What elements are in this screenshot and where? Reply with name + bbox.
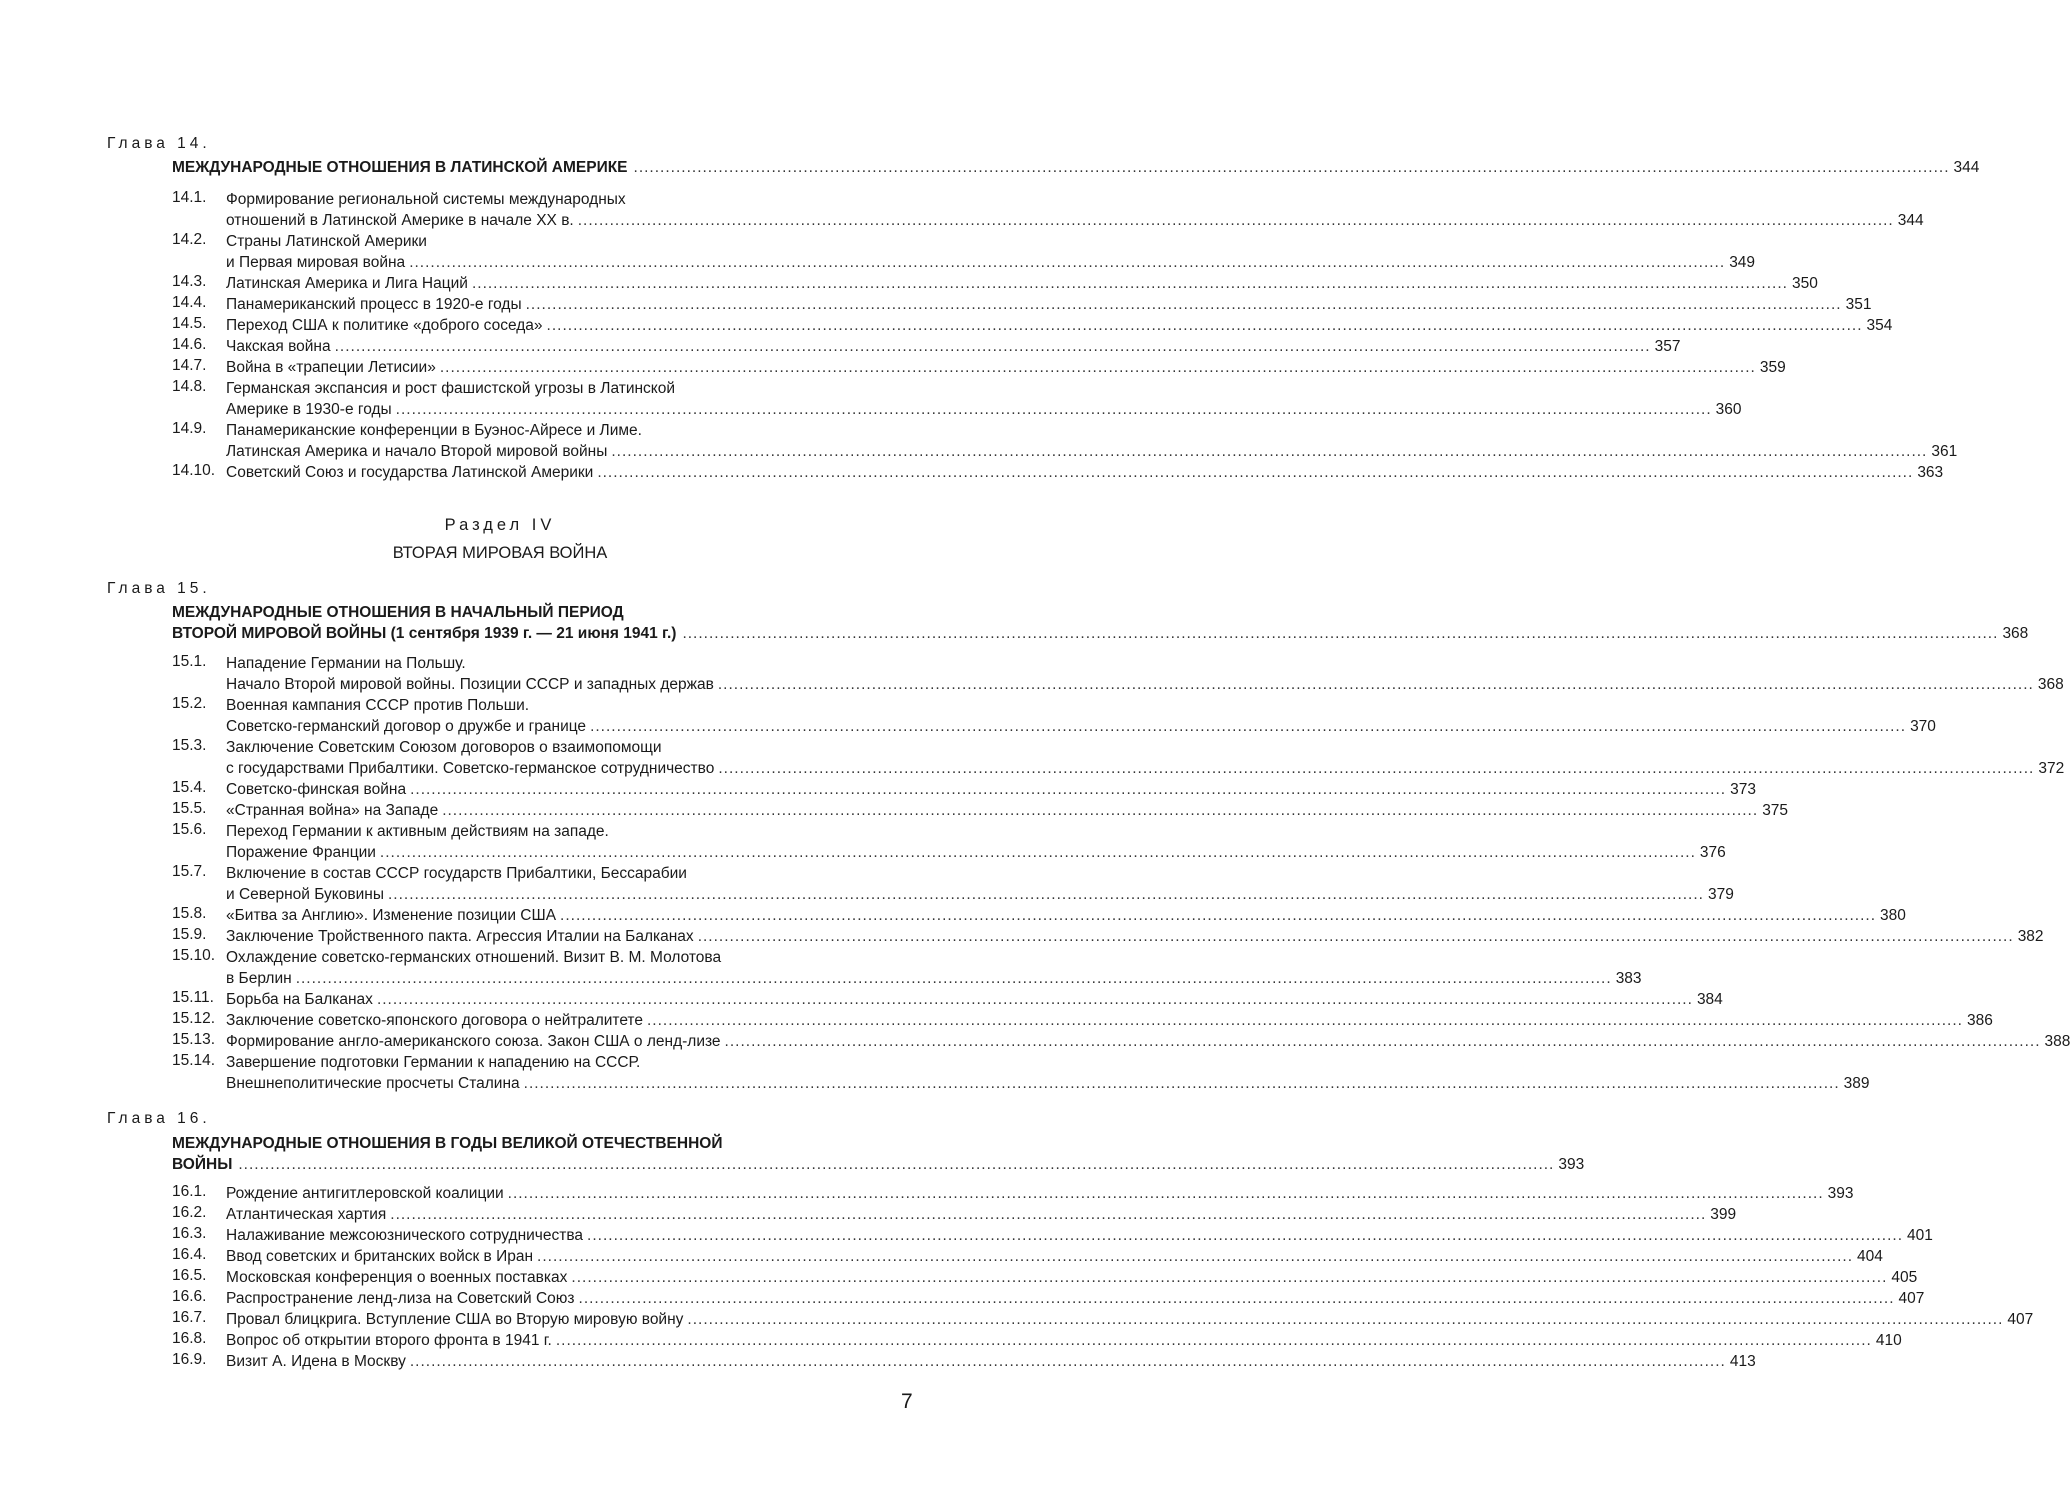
chapter-16-title <box>172 1135 1585 1177</box>
toc-entry <box>172 905 1906 926</box>
toc-entry-number: 14.3. <box>172 273 207 290</box>
toc-entry <box>172 1204 1737 1225</box>
toc-entry-title: Советско-финская война <box>226 781 407 798</box>
toc-entry-number: 16.6. <box>172 1288 207 1305</box>
toc-entry-title: и Первая мировая война <box>226 254 406 271</box>
toc-entry <box>172 821 1726 863</box>
toc-entry-title: Рождение антигитлеровской коалиции <box>226 1185 504 1202</box>
toc-entry-page: 405 <box>1891 1269 1918 1286</box>
chapter-16-title-line-2: ВОЙНЫ <box>172 1156 233 1173</box>
toc-entry-page: 354 <box>1866 317 1893 334</box>
toc-entry <box>172 1031 2070 1052</box>
toc-entry <box>172 357 1786 378</box>
toc-entry <box>172 420 1958 462</box>
toc-entry-page: 399 <box>1710 1206 1737 1223</box>
toc-entry-title: в Берлин <box>226 970 292 987</box>
toc-entry-number: 14.9. <box>172 420 207 437</box>
toc-entry-title: «Странная война» на Западе <box>226 802 439 819</box>
toc-entry-title: Чакская война <box>226 338 331 355</box>
toc-entry-page: 384 <box>1696 991 1723 1008</box>
toc-entry-title: Распространение ленд-лиза на Советский Союз <box>226 1290 575 1307</box>
toc-entry-page: 404 <box>1857 1248 1883 1265</box>
toc-entry-page: 363 <box>1917 464 1944 481</box>
toc-entry-page: 379 <box>1707 886 1734 903</box>
toc-entry <box>172 1267 1918 1288</box>
toc-entry <box>172 315 1893 336</box>
chapter-14-label: Глава 14. <box>107 135 211 152</box>
chapter-14-page: 344 <box>1953 159 1980 176</box>
toc-entry-number: 14.5. <box>172 315 207 332</box>
chapter-14-entries <box>172 189 1958 483</box>
toc-entry-page: 359 <box>1759 359 1786 376</box>
toc-entry-number: 16.9. <box>172 1351 207 1368</box>
toc-entry-number: 14.1. <box>172 189 207 206</box>
toc-entry-page: 410 <box>1875 1332 1902 1349</box>
toc-entry-number: 15.3. <box>172 737 207 754</box>
chapter-16-label: Глава 16. <box>107 1110 211 1127</box>
toc-entry-page: 389 <box>1843 1075 1870 1092</box>
toc-entry-title: Панамериканские конференции в Буэнос-Айресе и Лиме. <box>226 422 642 439</box>
toc-entry <box>172 863 1734 905</box>
toc-entry-title: Начало Второй мировой войны. Позиции СССР и западных держав <box>226 676 714 693</box>
toc-entry-number: 15.11. <box>172 989 214 1006</box>
toc-entry <box>172 1351 1756 1372</box>
toc-entry-title: Заключение Советским Союзом договоров о взаимопомощи <box>226 739 662 756</box>
toc-entry-title: Формирование региональной системы международных <box>226 191 626 208</box>
toc-entry-title: Переход США к политике «доброго соседа» <box>226 317 543 334</box>
toc-entry-number: 16.1. <box>172 1183 207 1200</box>
toc-entry-title: Провал блицкрига. Вступление США во Вторую мировую войну <box>226 1311 684 1328</box>
toc-entry-page: 401 <box>1907 1227 1933 1244</box>
toc-entry <box>172 800 1789 821</box>
toc-entry-title: Германская экспансия и рост фашистской угрозы в Латинской <box>226 380 676 397</box>
section-label: Раздел IV <box>444 516 556 534</box>
toc-entry-number: 16.5. <box>172 1267 207 1284</box>
toc-entry-number: 14.8. <box>172 378 207 395</box>
toc-entry-number: 15.6. <box>172 821 207 838</box>
toc-entry-number: 15.5. <box>172 800 207 817</box>
toc-entry-title: Включение в состав СССР государств Прибалтики, Бессарабии <box>226 865 687 882</box>
toc-entry-page: 375 <box>1762 802 1789 819</box>
toc-entry-page: 383 <box>1615 970 1642 987</box>
chapter-16-page: 393 <box>1558 1156 1585 1173</box>
toc-entry-page: 376 <box>1699 844 1726 861</box>
toc-entry <box>172 1052 1870 1094</box>
toc-entry <box>172 336 1681 357</box>
toc-entry-number: 14.2. <box>172 231 207 248</box>
toc-entry-title: Налаживание межсоюзнического сотрудничества <box>226 1227 584 1244</box>
chapter-16-entries <box>172 1183 2034 1372</box>
toc-entry-number: 16.3. <box>172 1225 207 1242</box>
toc-entry-page: 372 <box>2038 760 2065 777</box>
toc-entry <box>172 378 1742 420</box>
toc-entry-title: с государствами Прибалтики. Советско-германское сотрудничество <box>226 760 715 777</box>
toc-entry-title: Латинская Америка и Лига Наций <box>226 275 468 292</box>
toc-entry-page: 373 <box>1730 781 1756 798</box>
toc-entry-number: 16.7. <box>172 1309 207 1326</box>
toc-entry-number: 15.14. <box>172 1052 216 1069</box>
chapter-15-title <box>172 604 2029 646</box>
toc-entry-title: Внешнеполитические просчеты Сталина <box>226 1075 520 1092</box>
toc-entry-page: 368 <box>2037 676 2064 693</box>
toc-entry <box>172 695 1936 737</box>
toc-entry <box>172 989 1723 1010</box>
toc-entry-number: 15.1. <box>172 653 207 670</box>
toc-entry-title: и Северной Буковины <box>226 886 384 903</box>
toc-entry-title: Атлантическая хартия <box>226 1206 387 1223</box>
toc-entry-number: 14.7. <box>172 357 207 374</box>
chapter-14-title-line: МЕЖДУНАРОДНЫЕ ОТНОШЕНИЯ В ЛАТИНСКОЙ АМЕРИКЕ <box>172 159 628 176</box>
toc-entry-page: 413 <box>1729 1353 1756 1370</box>
toc-entry <box>172 231 1756 273</box>
toc-entry-title: Панамериканский процесс в 1920-е годы <box>226 296 522 313</box>
toc-entry-page: 388 <box>2044 1033 2070 1050</box>
toc-entry-number: 15.8. <box>172 905 207 922</box>
toc-entry <box>172 1288 1925 1309</box>
toc-entry-number: 15.9. <box>172 926 207 943</box>
toc-entry <box>172 779 1756 800</box>
toc-entry <box>172 947 1642 989</box>
toc-entry-number: 15.7. <box>172 863 207 880</box>
chapter-16-title-line-1: МЕЖДУНАРОДНЫЕ ОТНОШЕНИЯ В ГОДЫ ВЕЛИКОЙ ОТЕЧЕСТВЕННОЙ <box>172 1135 723 1152</box>
chapter-14-title <box>172 159 1980 180</box>
toc-entry-title: Охлаждение советско-германских отношений. Визит В. М. Молотова <box>226 949 722 966</box>
toc-entry-title: «Битва за Англию». Изменение позиции США <box>226 907 557 924</box>
toc-entry-number: 15.12. <box>172 1010 216 1027</box>
toc-entry-title: Заключение советско-японского договора о нейтралитете <box>226 1012 643 1029</box>
toc-entry-page: 407 <box>1898 1290 1925 1307</box>
chapter-15-label: Глава 15. <box>107 580 211 597</box>
toc-entry <box>172 926 2044 947</box>
chapter-15-title-line-2: ВТОРОЙ МИРОВОЙ ВОЙНЫ (1 сентября 1939 г. — 21 июня 1941 г.) <box>172 625 677 642</box>
toc-entry-title: Советский Союз и государства Латинской Америки <box>226 464 594 481</box>
toc-entry-number: 14.6. <box>172 336 207 353</box>
toc-entry <box>172 737 2065 779</box>
toc-entry-page: 351 <box>1845 296 1872 313</box>
toc-entry-title: Московская конференция о военных поставках <box>226 1269 568 1286</box>
toc-entry <box>172 189 1924 231</box>
toc-entry <box>172 1330 1902 1351</box>
toc-entry-title: Ввод советских и британских войск в Иран <box>226 1248 534 1265</box>
page-number: 7 <box>901 1390 913 1413</box>
chapter-15-page: 368 <box>2002 625 2029 642</box>
toc-entry-page: 349 <box>1729 254 1756 271</box>
toc-entry-title: Советско-германский договор о дружбе и границе <box>226 718 587 735</box>
toc-entry-title: Латинская Америка и начало Второй мировой войны <box>226 443 608 460</box>
toc-entry-number: 15.2. <box>172 695 207 712</box>
toc-entry-title: Вопрос об открытии второго фронта в 1941 г. <box>226 1332 552 1349</box>
toc-entry-title: Страны Латинской Америки <box>226 233 427 250</box>
toc-entry-page: 357 <box>1654 338 1681 355</box>
toc-entry-page: 370 <box>1910 718 1936 735</box>
toc-entry-page: 350 <box>1791 275 1818 292</box>
section-title: ВТОРАЯ МИРОВАЯ ВОЙНА <box>392 544 608 562</box>
toc-entry-number: 16.4. <box>172 1246 207 1263</box>
toc-entry-number: 14.10. <box>172 462 216 479</box>
toc-entry-title: Война в «трапеции Летисии» <box>226 359 436 376</box>
toc-entry-number: 15.10. <box>172 947 216 964</box>
toc-entry <box>172 1246 1883 1267</box>
toc-entry-title: Борьба на Балканах <box>226 991 373 1008</box>
toc-entry <box>172 1309 2034 1330</box>
chapter-15-entries <box>172 653 2070 1094</box>
toc-entry-title: Америке в 1930-е годы <box>226 401 392 418</box>
toc-entry-title: Визит А. Идена в Москву <box>226 1353 406 1370</box>
toc-entry-number: 14.4. <box>172 294 207 311</box>
toc-entry <box>172 273 1818 294</box>
toc-entry <box>172 294 1872 315</box>
toc-entry <box>172 462 1944 483</box>
toc-entry-title: Нападение Германии на Польшу. <box>226 655 466 672</box>
toc-entry-page: 407 <box>2007 1311 2034 1328</box>
toc-entry-number: 16.8. <box>172 1330 207 1347</box>
toc-entry <box>172 1010 1993 1031</box>
toc-entry-page: 361 <box>1931 443 1958 460</box>
toc-entry-number: 16.2. <box>172 1204 207 1221</box>
toc-entry-title: Формирование англо-американского союза. Закон США о ленд-лизе <box>226 1033 721 1050</box>
toc-entry-number: 15.13. <box>172 1031 216 1048</box>
toc-entry-title: отношений в Латинской Америке в начале XX в. <box>226 212 574 229</box>
toc-entry-page: 344 <box>1897 212 1924 229</box>
toc-entry-title: Завершение подготовки Германии к нападению на СССР. <box>226 1054 641 1071</box>
toc-entry-page: 386 <box>1966 1012 1993 1029</box>
toc-entry-title: Заключение Тройственного пакта. Агрессия Италии на Балканах <box>226 928 694 945</box>
toc-entry-page: 360 <box>1715 401 1742 418</box>
toc-entry-title: Военная кампания СССР против Польши. <box>226 697 530 714</box>
toc-entry-page: 380 <box>1880 907 1906 924</box>
toc-entry-page: 393 <box>1827 1185 1854 1202</box>
toc-entry-number: 15.4. <box>172 779 207 796</box>
toc-entry-page: 382 <box>2017 928 2044 945</box>
toc-entry <box>172 653 2064 695</box>
toc-entry <box>172 1183 1854 1204</box>
chapter-15-title-line-1: МЕЖДУНАРОДНЫЕ ОТНОШЕНИЯ В НАЧАЛЬНЫЙ ПЕРИОД <box>172 604 624 621</box>
toc-entry-title: Поражение Франции <box>226 844 376 861</box>
toc-entry <box>172 1225 1933 1246</box>
toc-entry-title: Переход Германии к активным действиям на западе. <box>226 823 609 840</box>
